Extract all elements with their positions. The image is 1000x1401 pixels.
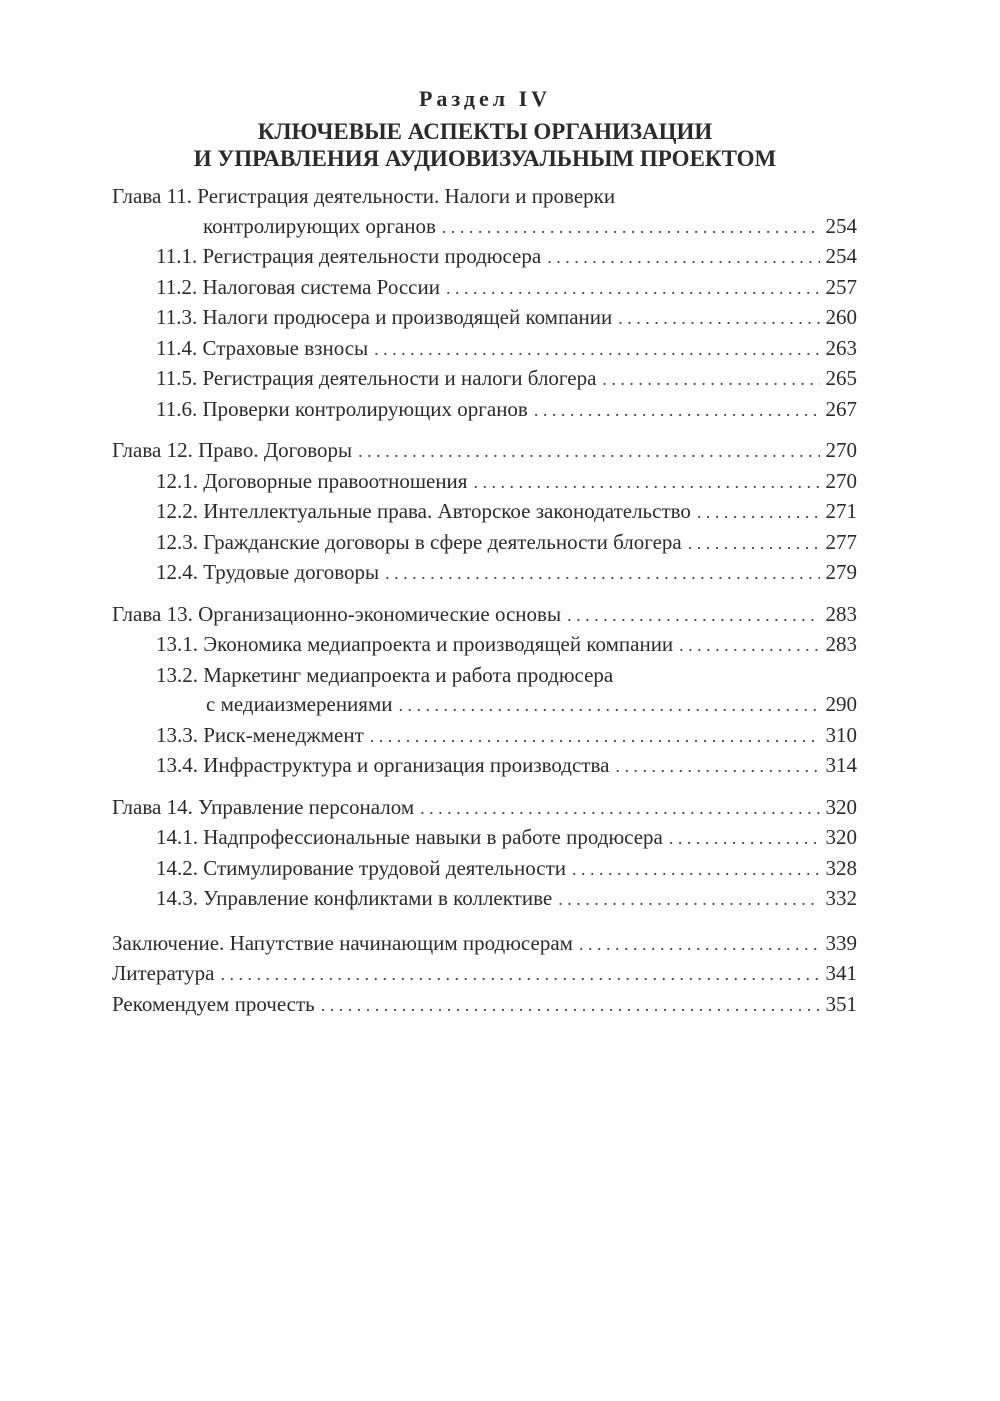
dot-leader	[618, 303, 819, 334]
toc-page-number: 254	[825, 213, 857, 238]
toc-section-12-1[interactable]	[112, 467, 857, 498]
dot-leader	[420, 793, 819, 824]
toc-entry-title-continued: с медиаизмерениями	[206, 692, 393, 716]
toc-entry-title: 13.3. Риск-менеджмент	[156, 722, 364, 747]
dot-leader	[567, 600, 819, 631]
toc-page-number: 283	[825, 601, 857, 626]
toc-page-number: 310	[825, 722, 857, 747]
toc-section-11-6[interactable]	[112, 395, 857, 426]
toc-section-11-5[interactable]	[112, 364, 857, 395]
toc-page-number: 290	[825, 692, 857, 716]
toc-entry-title: 12.3. Гражданские договоры в сфере деятельности блогера	[156, 529, 682, 554]
toc-conclusion[interactable]	[112, 929, 857, 960]
toc-entry-title: 11.4. Страховые взносы	[156, 335, 369, 360]
toc-page-number: 263	[825, 335, 857, 360]
section-label: Раздел IV	[418, 86, 552, 111]
toc-section-14-3[interactable]	[112, 884, 857, 915]
dot-leader	[374, 334, 819, 365]
toc-section-12-2[interactable]	[112, 497, 857, 528]
toc-chapter-13[interactable]	[112, 600, 857, 631]
dot-leader	[602, 364, 819, 395]
dot-leader	[579, 929, 820, 960]
toc-entry-title: 11.1. Регистрация деятельности продюсера	[156, 244, 542, 268]
toc-page-number: 270	[825, 438, 857, 462]
toc-entry-title: 13.1. Экономика медиапроекта и производящей компании	[156, 632, 674, 656]
table-of-contents	[112, 182, 857, 1020]
dot-leader	[679, 630, 819, 661]
toc-entry-title: Заключение. Напутствие начинающим продюсерам	[112, 930, 573, 955]
toc-entry-title: 12.2. Интеллектуальные права. Авторское законодательство	[156, 499, 691, 523]
toc-section-13-4[interactable]	[112, 751, 857, 782]
toc-recommended-reading[interactable]	[112, 990, 857, 1021]
section-title	[0, 118, 970, 172]
toc-section-13-1[interactable]	[112, 630, 857, 661]
toc-entry-title: Рекомендуем прочесть	[112, 991, 315, 1016]
dot-leader	[547, 242, 819, 273]
toc-section-13-2[interactable]	[112, 661, 857, 721]
toc-section-12-4[interactable]	[112, 558, 857, 589]
dot-leader	[558, 884, 819, 915]
dot-leader	[321, 990, 820, 1021]
toc-page-number: 271	[825, 499, 857, 523]
toc-page-number: 277	[825, 529, 857, 554]
toc-chapter-14[interactable]	[112, 793, 857, 824]
toc-section-11-3[interactable]	[112, 303, 857, 334]
toc-section-11-1[interactable]	[112, 242, 857, 273]
dot-leader	[398, 690, 819, 721]
toc-entry-title: 14.3. Управление конфликтами в коллективе	[156, 886, 553, 910]
dot-leader	[697, 497, 820, 528]
toc-page-number: 257	[825, 274, 857, 299]
toc-section-14-1[interactable]	[112, 823, 857, 854]
section-title-line-1: КЛЮЧЕВЫЕ АСПЕКТЫ ОРГАНИЗАЦИИ	[257, 119, 713, 144]
dot-leader	[534, 395, 820, 426]
dot-leader	[572, 854, 820, 885]
dot-leader	[370, 721, 820, 752]
toc-section-12-3[interactable]	[112, 528, 857, 559]
toc-entry-title: 14.2. Стимулирование трудовой деятельности	[156, 855, 566, 880]
dot-leader	[688, 528, 820, 559]
toc-page-number: 320	[825, 825, 857, 849]
dot-leader	[669, 823, 820, 854]
toc-entry-title: 14.1. Надпрофессиональные навыки в работе продюсера	[156, 825, 663, 849]
section-title-line-2: И УПРАВЛЕНИЯ АУДИОВИЗУАЛЬНЫМ ПРОЕКТОМ	[193, 146, 777, 171]
toc-entry-title: 11.2. Налоговая система России	[156, 274, 440, 299]
toc-entry-title: Литература	[112, 961, 215, 985]
toc-page-number: 254	[825, 244, 857, 268]
toc-page-number: 341	[825, 961, 857, 985]
toc-page-number: 351	[825, 991, 857, 1016]
toc-page-number: 328	[825, 855, 857, 880]
dot-leader	[473, 467, 819, 498]
toc-entry-title: 11.5. Регистрация деятельности и налоги блогера	[156, 366, 597, 390]
toc-section-11-4[interactable]	[112, 334, 857, 365]
toc-page-number: 314	[825, 753, 857, 777]
toc-entry-title: Глава 11. Регистрация деятельности. Налоги и проверки	[112, 184, 616, 208]
toc-page-number: 283	[825, 632, 857, 656]
toc-page-number: 265	[825, 366, 857, 390]
toc-page-number: 270	[825, 468, 857, 493]
toc-entry-title: 12.1. Договорные правоотношения	[156, 468, 468, 493]
toc-entry-title-continued: контролирующих органов	[203, 213, 436, 238]
toc-entry-title: Глава 14. Управление персоналом	[112, 794, 415, 819]
dot-leader	[442, 212, 820, 243]
toc-entry-title: 12.4. Трудовые договоры	[156, 560, 380, 584]
toc-page-number: 332	[825, 886, 857, 910]
toc-section-11-2[interactable]	[112, 273, 857, 304]
toc-page-number: 339	[825, 930, 857, 955]
toc-page-number: 267	[825, 396, 857, 421]
dot-leader	[446, 273, 820, 304]
toc-entry-title: 11.6. Проверки контролирующих органов	[156, 396, 528, 421]
toc-page-number: 260	[825, 305, 857, 329]
dot-leader	[385, 558, 819, 589]
toc-entry-title: 11.3. Налоги продюсера и производящей компании	[156, 305, 613, 329]
dot-leader	[220, 959, 819, 990]
toc-page-number: 279	[825, 560, 857, 584]
toc-section-13-3[interactable]	[112, 721, 857, 752]
toc-literature[interactable]	[112, 959, 857, 990]
toc-entry-title: 13.4. Инфраструктура и организация производства	[156, 753, 610, 777]
toc-entry-title: Глава 12. Право. Договоры	[112, 438, 353, 462]
toc-entry-title: 13.2. Маркетинг медиапроекта и работа продюсера	[156, 662, 614, 687]
toc-entry-title: Глава 13. Организационно-экономические основы	[112, 601, 562, 626]
toc-chapter-12[interactable]	[112, 436, 857, 467]
toc-chapter-11[interactable]	[112, 182, 857, 242]
toc-page-number: 320	[825, 794, 857, 819]
dot-leader	[615, 751, 819, 782]
dot-leader	[358, 436, 819, 467]
toc-section-14-2[interactable]	[112, 854, 857, 885]
